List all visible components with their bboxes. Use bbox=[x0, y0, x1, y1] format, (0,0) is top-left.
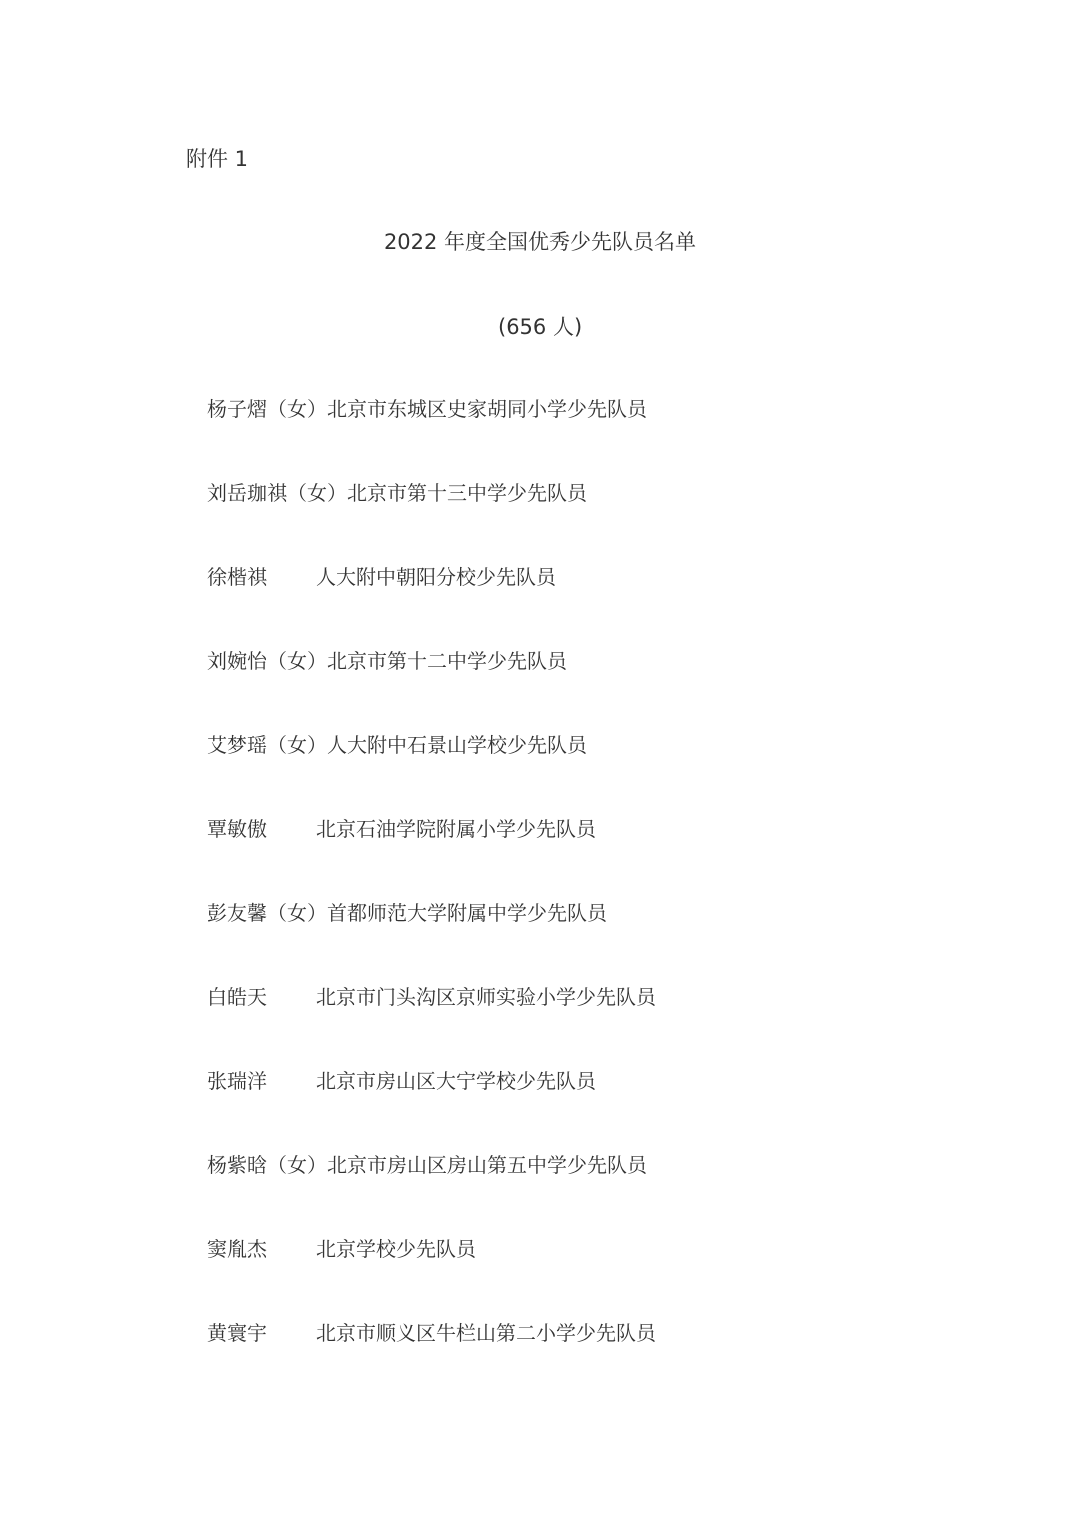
list-item bbox=[207, 563, 907, 647]
honoree-gender: （女） bbox=[267, 1153, 327, 1177]
honoree-school: 北京石油学院附属小学少先队员 bbox=[316, 817, 596, 841]
honoree-name: 覃敏傲 bbox=[207, 817, 267, 841]
honoree-name: 杨紫晗 bbox=[207, 1153, 267, 1177]
honoree-gender: （女） bbox=[267, 901, 327, 925]
honoree-gender: （女） bbox=[267, 733, 327, 757]
honoree-name: 杨子熠 bbox=[207, 397, 267, 421]
honoree-name: 张瑞洋 bbox=[207, 1069, 267, 1093]
honoree-name-with-gender bbox=[207, 731, 587, 759]
honoree-school: 北京市第十三中学少先队员 bbox=[347, 481, 587, 505]
list-item bbox=[207, 647, 907, 731]
list-item bbox=[207, 1151, 907, 1235]
honoree-school: 北京市房山区房山第五中学少先队员 bbox=[327, 1153, 647, 1177]
honoree-school: 北京市第十二中学少先队员 bbox=[327, 649, 567, 673]
list-item bbox=[207, 479, 907, 563]
list-item bbox=[207, 1067, 907, 1151]
honoree-name-with-gender bbox=[207, 479, 587, 507]
honoree-name: 窦胤杰 bbox=[207, 1237, 267, 1261]
list-item bbox=[207, 1319, 907, 1403]
total-count: (656 人) bbox=[498, 315, 583, 339]
honoree-school: 北京学校少先队员 bbox=[316, 1237, 476, 1261]
honoree-list bbox=[207, 395, 907, 1403]
attachment-label: 附件 1 bbox=[186, 147, 249, 171]
honoree-school: 北京市门头沟区京师实验小学少先队员 bbox=[316, 985, 656, 1009]
honoree-name: 刘岳珈祺 bbox=[207, 481, 287, 505]
honoree-school: 北京市房山区大宁学校少先队员 bbox=[316, 1069, 596, 1093]
honoree-gender: （女） bbox=[287, 481, 347, 505]
honoree-school: 人大附中石景山学校少先队员 bbox=[327, 733, 587, 757]
honoree-name: 彭友馨 bbox=[207, 901, 267, 925]
honoree-name: 艾梦瑶 bbox=[207, 733, 267, 757]
honoree-name: 徐楷祺 bbox=[207, 565, 267, 589]
honoree-name-with-gender bbox=[207, 899, 607, 927]
honoree-school: 人大附中朝阳分校少先队员 bbox=[316, 565, 556, 589]
list-item bbox=[207, 395, 907, 479]
list-item bbox=[207, 1235, 907, 1319]
honoree-school: 首都师范大学附属中学少先队员 bbox=[327, 901, 607, 925]
honoree-gender: （女） bbox=[267, 649, 327, 673]
honoree-name-with-gender bbox=[207, 395, 647, 423]
honoree-school: 北京市顺义区牛栏山第二小学少先队员 bbox=[316, 1321, 656, 1345]
list-item bbox=[207, 731, 907, 815]
honoree-name: 黄寰宇 bbox=[207, 1321, 267, 1345]
honoree-gender: （女） bbox=[267, 397, 327, 421]
honoree-name-with-gender bbox=[207, 647, 567, 675]
list-item bbox=[207, 983, 907, 1067]
honoree-name: 刘婉怡 bbox=[207, 649, 267, 673]
honoree-school: 北京市东城区史家胡同小学少先队员 bbox=[327, 397, 647, 421]
honoree-name: 白皓天 bbox=[207, 985, 267, 1009]
list-item bbox=[207, 815, 907, 899]
list-item bbox=[207, 899, 907, 983]
document-title: 2022 年度全国优秀少先队员名单 bbox=[383, 230, 697, 254]
honoree-name-with-gender bbox=[207, 1151, 647, 1179]
